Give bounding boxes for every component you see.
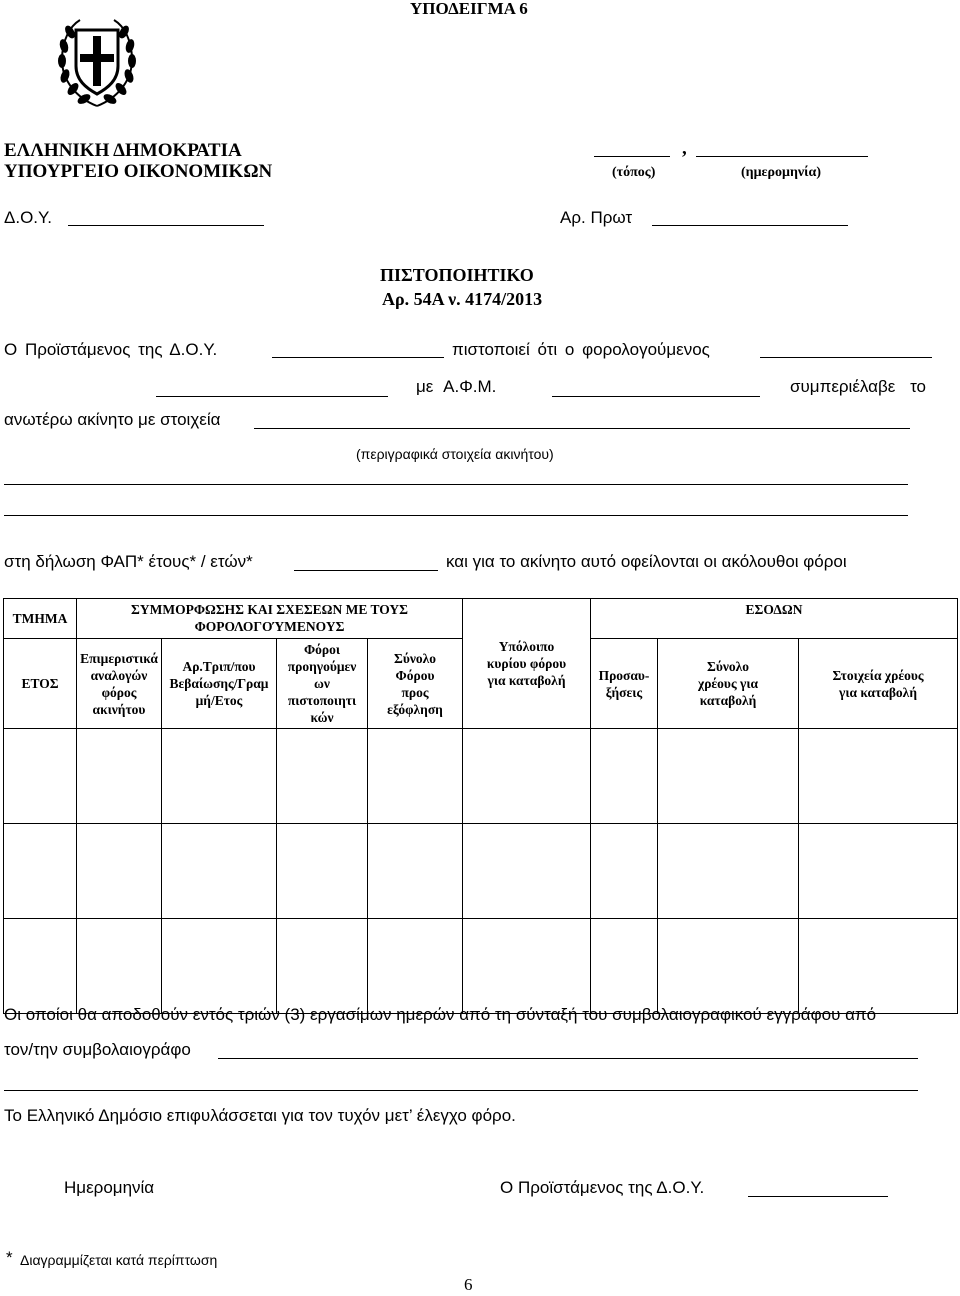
header-group-revenue: ΕΣΟΔΩΝ: [591, 599, 958, 639]
table-row: [4, 824, 958, 919]
doy-line: [68, 225, 264, 226]
table-row: [4, 919, 958, 1014]
header-etos: ΕΤΟΣ: [4, 639, 77, 729]
body-line-2b: συμπεριέλαβε το: [790, 377, 926, 396]
signature-date-label: Ημερομηνία: [64, 1178, 155, 1197]
property-line-3: [4, 515, 908, 516]
years-line: [294, 570, 438, 571]
body-line-5: Οι οποίοι θα αποδοθούν εντός τριών (3) εργασίμων ημερών από τη σύνταξή του συμβολαιογραφικού εγγράφου από: [4, 1005, 877, 1024]
header-stoixeia-xreous: Στοιχεία χρέους για καταβολή: [799, 639, 958, 729]
body-line-3: ανωτέρω ακίνητο με στοιχεία: [4, 410, 221, 429]
header-tmima: ΤΜΗΜΑ: [4, 599, 77, 639]
header-synolo-xreous: Σύνολο χρέους για καταβολή: [658, 639, 799, 729]
date-label: (ημερομηνία): [741, 165, 821, 180]
body-line-4b: και για το ακίνητο αυτό οφείλονται οι ακόλουθοι φόροι: [446, 552, 847, 571]
protocol-line: [652, 225, 848, 226]
place-date-comma: ,: [682, 138, 687, 159]
issuer-line-2: ΥΠΟΥΡΓΕΙΟ ΟΙΚΟΝΟΜΙΚΩΝ: [4, 161, 273, 182]
notary-line-2: [4, 1090, 918, 1091]
issuer-line-1: ΕΛΛΗΝΙΚΗ ΔΗΜΟΚΡΑΤΙΑ: [4, 140, 242, 161]
doy-blank-line: [272, 357, 444, 358]
header-foroi-proigoumenon: Φόροι προηγούμεν ων πιστοποιητι κών: [277, 639, 368, 729]
tax-table: [3, 598, 958, 1014]
header-ar-trip: Αρ.Τριπ/που Βεβαίωσης/Γραμ μή/Ετος: [162, 639, 277, 729]
body-line-7: Το Ελληνικό Δημόσιο επιφυλάσσεται για τον τυχόν μετ’ έλεγχο φόρο.: [4, 1106, 516, 1125]
body-line-2a: με Α.Φ.Μ.: [416, 377, 497, 396]
coat-of-arms-icon: [56, 14, 138, 110]
header-epimeristika: Επιμεριστικά αναλογών φόρος ακινήτου: [77, 639, 162, 729]
place-line: [594, 156, 670, 157]
taxpayer-line-2: [156, 396, 388, 397]
body-line-1b: πιστοποιεί ότι ο φορολογούμενος: [452, 340, 710, 359]
property-line-1: [254, 428, 910, 429]
template-label: ΥΠΟΔΕΙΓΜΑ 6: [410, 0, 528, 18]
doy-label: Δ.Ο.Υ.: [4, 208, 52, 227]
date-line: [696, 156, 868, 157]
header-ypoloipo: Υπόλοιπο κυρίου φόρου για καταβολή: [463, 599, 591, 729]
body-line-6: τον/την συμβολαιογράφο: [4, 1040, 191, 1059]
body-line-1a: Ο Προϊστάμενος της Δ.Ο.Υ.: [4, 340, 218, 359]
certificate-law: Αρ. 54Α ν. 4174/2013: [382, 289, 543, 309]
header-group-compliance: ΣΥΜΜΟΡΦΩΣΗΣ ΚΑΙ ΣΧΕΣΕΩΝ ΜΕ ΤΟΥΣ ΦΟΡΟΛΟΓΟΎΜΕΝΟΥΣ: [77, 599, 463, 639]
signature-doy-line: [748, 1196, 888, 1197]
certificate-title: ΠΙΣΤΟΠΟΙΗΤΙΚΟ: [380, 265, 534, 285]
page-number: 6: [464, 1275, 473, 1294]
header-synolo-forou: Σύνολο Φόρου προς εξόφληση: [368, 639, 463, 729]
place-label: (τόπος): [612, 165, 656, 180]
footnote-text: Διαγραμμίζεται κατά περίπτωση: [20, 1252, 218, 1268]
header-prosafxiseis: Προσαυ- ξήσεις: [591, 639, 658, 729]
property-line-2: [4, 484, 908, 485]
footnote-star: *: [6, 1248, 13, 1267]
protocol-label: Αρ. Πρωτ: [560, 208, 633, 227]
afm-line: [552, 396, 760, 397]
notary-line-1: [218, 1058, 918, 1059]
table-row: [4, 729, 958, 824]
signature-head-label: Ο Προϊστάμενος της Δ.Ο.Υ.: [500, 1178, 705, 1197]
body-line-4a: στη δήλωση ΦΑΠ* έτους* / ετών*: [4, 552, 253, 571]
taxpayer-line: [760, 357, 932, 358]
property-hint: (περιγραφικά στοιχεία ακινήτου): [356, 446, 554, 462]
